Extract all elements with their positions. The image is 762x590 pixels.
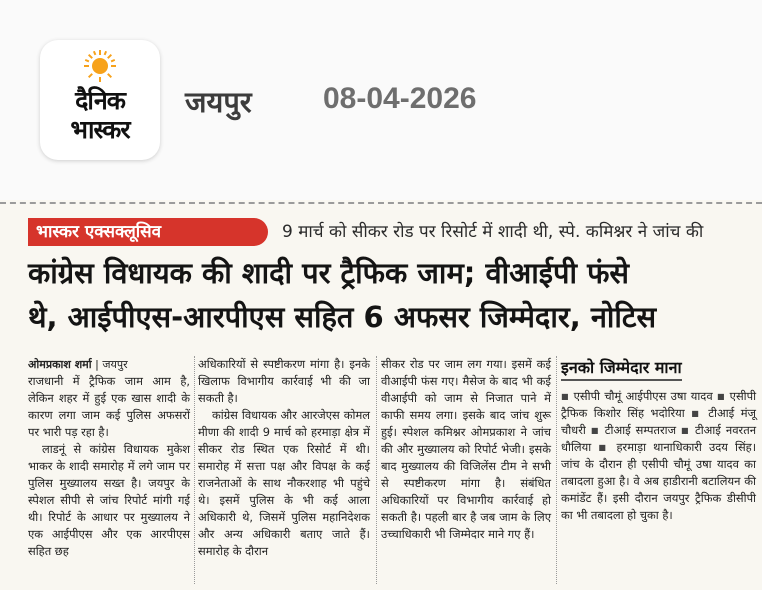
list-item: एसीपी ट्रैफिक किशोर सिंह भदोरिया xyxy=(561,389,757,420)
article-column-2 xyxy=(198,356,370,560)
paragraph: अधिकारियों से स्पष्टीकरण मांगा है। इनके खिलाफ विभागीय कार्रवाई भी की जा सकती है। xyxy=(198,357,370,405)
cut-line-divider xyxy=(0,202,762,204)
paragraph: राजधानी में ट्रैफिक जाम आम है, लेकिन शहर में हुई एक खास शादी के कारण लगा जाम कई पुलिस अफसरों पर भारी पड़ रहा है। xyxy=(28,374,190,439)
logo-text-bhaskar: भास्कर xyxy=(70,115,130,144)
list-item: टीआई सम्पतराज xyxy=(604,423,677,437)
bullet-icon: ■ xyxy=(691,409,702,418)
sidebar-title: इनको जिम्मेदार माना xyxy=(561,356,682,380)
article-column-3 xyxy=(381,356,551,543)
byline-separator: | xyxy=(91,358,103,371)
headline-line-2: थे, आईपीएस-आरपीएस सहित 6 अफसर जिम्मेदार, नोटिस xyxy=(28,300,657,334)
list-item: हरमाड़ा थानाधिकारी उदय सिंह। xyxy=(616,440,757,454)
bullet-icon: ■ xyxy=(598,443,610,452)
list-item: एसीपी चौमूं आईपीएस उषा यादव xyxy=(573,389,713,403)
paragraph: लाडनूं से कांग्रेस विधायक मुकेश भाकर के शादी समारोह में लगे जाम पर पुलिस मुख्यालय सख्त है। जयपुर के स्पेशल सीपी से जांच रिपोर्ट मांगी गई थी। रिपोर्ट के आधार पर मुख्यालय ने एक आईपीएस और एक आरपीएस सहित छह xyxy=(28,442,190,558)
sidebar-text: जांच के दौरान ही एसीपी चौमूं उषा यादव का तबादला हुआ है। वे अब हाडीरानी बटालियन की कमांडेंट हैं। इसी दौरान जयपुर ट्रैफिक डीसीपी का भी तबादला हो चुका है। xyxy=(561,457,756,522)
exclusive-badge: भास्कर एक्सक्लूसिव xyxy=(28,218,268,246)
byline-author: ओमप्रकाश शर्मा xyxy=(28,358,92,371)
byline-city: जयपुर xyxy=(102,358,128,371)
headline-line-1: कांग्रेस विधायक की शादी पर ट्रैफिक जाम; वीआईपी फंसे xyxy=(28,256,630,290)
column-divider xyxy=(556,356,557,584)
responsible-officers-list xyxy=(561,388,756,524)
column-divider xyxy=(376,356,377,584)
article-column-1 xyxy=(28,356,190,560)
sun-icon xyxy=(84,50,116,82)
list-item: टीआई नवरतन धौलिया xyxy=(561,423,757,454)
byline xyxy=(28,356,190,373)
bullet-icon: ■ xyxy=(561,392,570,401)
article-kicker: 9 मार्च को सीकर रोड पर रिसोर्ट में शादी थी, स्पे. कमिश्नर ने जांच की xyxy=(282,222,704,242)
bullet-icon: ■ xyxy=(590,426,600,435)
paragraph: कांग्रेस विधायक और आरजेएस कोमल मीणा की शादी 9 मार्च को हरमाड़ा क्षेत्र में सीकर रोड स्थित एक रिसोर्ट में थी। समारोह में सत्ता पक्ष और विपक्ष के कई राजनेताओं के साथ नौकरशाह भी पहुंचे थे। इसमें पुलिस के भी कई आला अधिकारी थे, जिसमें पुलिस महानिदेशक और अन्य अधिकारी बताए जाते हैं। समारोह के दौरान xyxy=(198,408,370,558)
dainik-bhaskar-logo xyxy=(40,40,160,160)
logo-text-dainik: दैनिक xyxy=(75,86,125,115)
list-item: टीआई मंजू चौधरी xyxy=(561,406,756,437)
paragraph: सीकर रोड पर जाम लग गया। इसमें कई वीआईपी फंस गए। मैसेज के बाद भी कई वीआईपी को जाम से निजात पाने में काफी समय लगा। इसके बाद जांच शुरू हुई। स्पेशल कमिश्नर ओमप्रकाश ने जांच की और मुख्यालय को रिपोर्ट भेजी। इसके बाद मुख्यालय की विजिलेंस टीम ने सभी से स्पष्टीकरण मांगा है। संबंधित अधिकारियों पर विभागीय कार्रवाई हो सकती है। पहली बार है जब जाम के लिए उच्चाधिकारी भी जिम्मेदार माने गए हैं। xyxy=(381,357,551,541)
article-headline xyxy=(28,251,758,339)
edition-date: 08-04-2026 xyxy=(323,82,477,115)
bullet-icon: ■ xyxy=(717,392,726,401)
bullet-icon: ■ xyxy=(681,426,690,435)
edition-city: जयपुर xyxy=(185,85,252,119)
column-divider xyxy=(194,356,195,584)
